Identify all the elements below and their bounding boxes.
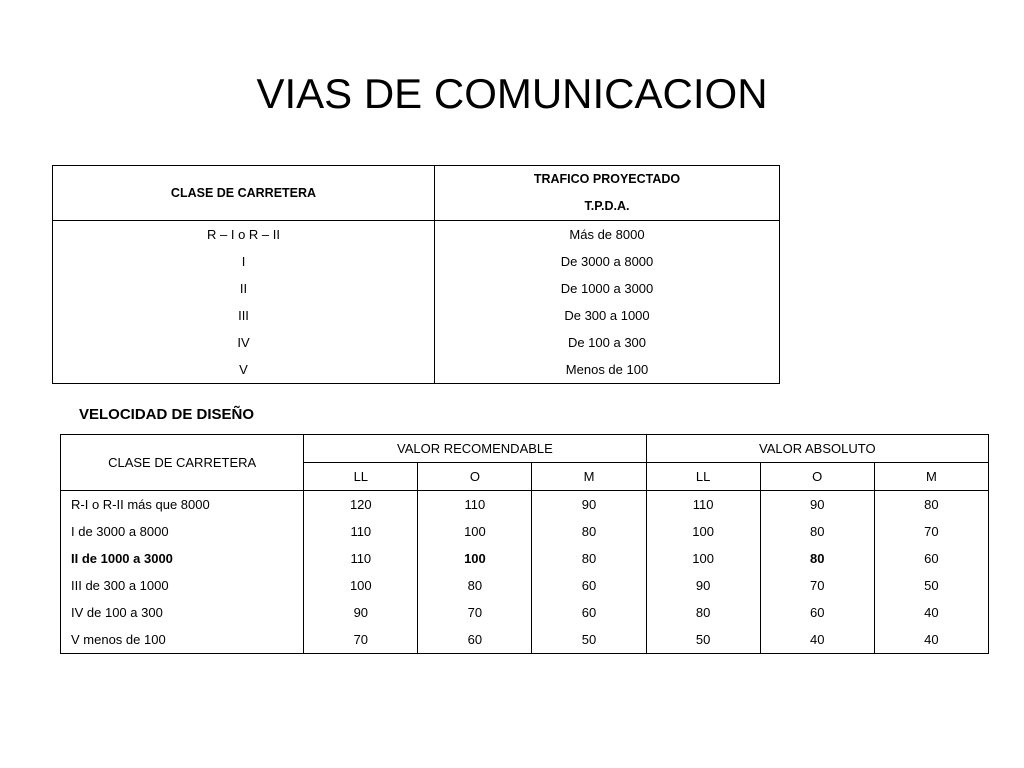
cell-rec-o: 70 — [418, 599, 532, 626]
table-header-row — [61, 435, 989, 463]
table-row — [61, 545, 989, 572]
cell-rec-o: 60 — [418, 626, 532, 654]
header-trafico-label: TRAFICO PROYECTADO — [533, 172, 681, 186]
cell-clase: IV de 100 a 300 — [71, 605, 163, 620]
cell-abs-ll: 50 — [646, 626, 760, 654]
table-row — [61, 491, 989, 519]
cell-rec-o: 110 — [418, 491, 532, 519]
header-abs-m: M — [874, 463, 988, 491]
cell-rec-ll: 90 — [304, 599, 418, 626]
cell-abs-ll: 90 — [646, 572, 760, 599]
table-row — [61, 572, 989, 599]
cell-rec-ll: 110 — [304, 518, 418, 545]
table-row — [53, 329, 780, 356]
cell-rec-m: 60 — [532, 599, 646, 626]
cell-clase: V — [239, 362, 248, 377]
header-valor-recomendable: VALOR RECOMENDABLE — [304, 435, 646, 463]
cell-abs-ll: 100 — [646, 518, 760, 545]
section-subtitle: VELOCIDAD DE DISEÑO — [79, 406, 255, 423]
cell-clase: II de 1000 a 3000 — [71, 551, 173, 566]
table-row — [61, 599, 989, 626]
cell-abs-o: 80 — [760, 545, 874, 572]
cell-clase: III — [238, 308, 249, 323]
cell-tpda: De 1000 a 3000 — [435, 275, 780, 302]
table-row — [53, 356, 780, 384]
cell-abs-o: 80 — [760, 518, 874, 545]
header-valor-absoluto: VALOR ABSOLUTO — [646, 435, 988, 463]
cell-tpda: De 300 a 1000 — [435, 302, 780, 329]
header-rec-m: M — [532, 463, 646, 491]
cell-rec-m: 80 — [532, 545, 646, 572]
cell-rec-o: 100 — [418, 545, 532, 572]
table-row — [53, 275, 780, 302]
cell-tpda: De 100 a 300 — [435, 329, 780, 356]
cell-clase: I de 3000 a 8000 — [71, 524, 169, 539]
cell-clase: II — [239, 281, 248, 296]
design-speed-table — [60, 434, 989, 654]
cell-abs-o: 60 — [760, 599, 874, 626]
page-title: VIAS DE COMUNICACION — [256, 70, 768, 117]
table-row — [53, 302, 780, 329]
cell-tpda: Más de 8000 — [435, 221, 780, 249]
cell-abs-m: 70 — [874, 518, 988, 545]
cell-rec-ll: 120 — [304, 491, 418, 519]
cell-abs-ll: 100 — [646, 545, 760, 572]
cell-abs-m: 60 — [874, 545, 988, 572]
header-trafico-proyectado — [435, 166, 780, 221]
cell-clase: V menos de 100 — [71, 632, 166, 647]
header-rec-o: O — [418, 463, 532, 491]
cell-rec-ll: 100 — [304, 572, 418, 599]
cell-abs-ll: 110 — [646, 491, 760, 519]
cell-rec-ll: 110 — [304, 545, 418, 572]
cell-rec-ll: 70 — [304, 626, 418, 654]
cell-abs-m: 40 — [874, 626, 988, 654]
table-header-row — [53, 166, 780, 221]
cell-rec-m: 60 — [532, 572, 646, 599]
cell-abs-o: 40 — [760, 626, 874, 654]
cell-clase: IV — [237, 335, 250, 350]
header-tpda-label: T.P.D.A. — [584, 199, 630, 213]
table-row — [53, 248, 780, 275]
cell-clase: I — [241, 254, 246, 269]
cell-clase: R-I o R-II más que 8000 — [71, 497, 210, 512]
cell-rec-m: 80 — [532, 518, 646, 545]
header-clase-carretera: CLASE DE CARRETERA — [53, 166, 435, 221]
cell-tpda: Menos de 100 — [435, 356, 780, 384]
cell-abs-o: 70 — [760, 572, 874, 599]
cell-abs-m: 40 — [874, 599, 988, 626]
cell-clase: R – I o R – II — [207, 227, 280, 242]
cell-rec-o: 100 — [418, 518, 532, 545]
table-row — [53, 221, 780, 249]
cell-rec-m: 50 — [532, 626, 646, 654]
table-row — [61, 626, 989, 654]
cell-rec-o: 80 — [418, 572, 532, 599]
table-row — [61, 518, 989, 545]
cell-tpda: De 3000 a 8000 — [435, 248, 780, 275]
cell-abs-o: 90 — [760, 491, 874, 519]
header-clase-carretera: CLASE DE CARRETERA — [61, 435, 304, 491]
header-abs-o: O — [760, 463, 874, 491]
cell-abs-m: 80 — [874, 491, 988, 519]
header-abs-ll: LL — [646, 463, 760, 491]
cell-abs-ll: 80 — [646, 599, 760, 626]
header-rec-ll: LL — [304, 463, 418, 491]
cell-abs-m: 50 — [874, 572, 988, 599]
traffic-table — [52, 165, 780, 384]
cell-clase: III de 300 a 1000 — [71, 578, 169, 593]
cell-rec-m: 90 — [532, 491, 646, 519]
